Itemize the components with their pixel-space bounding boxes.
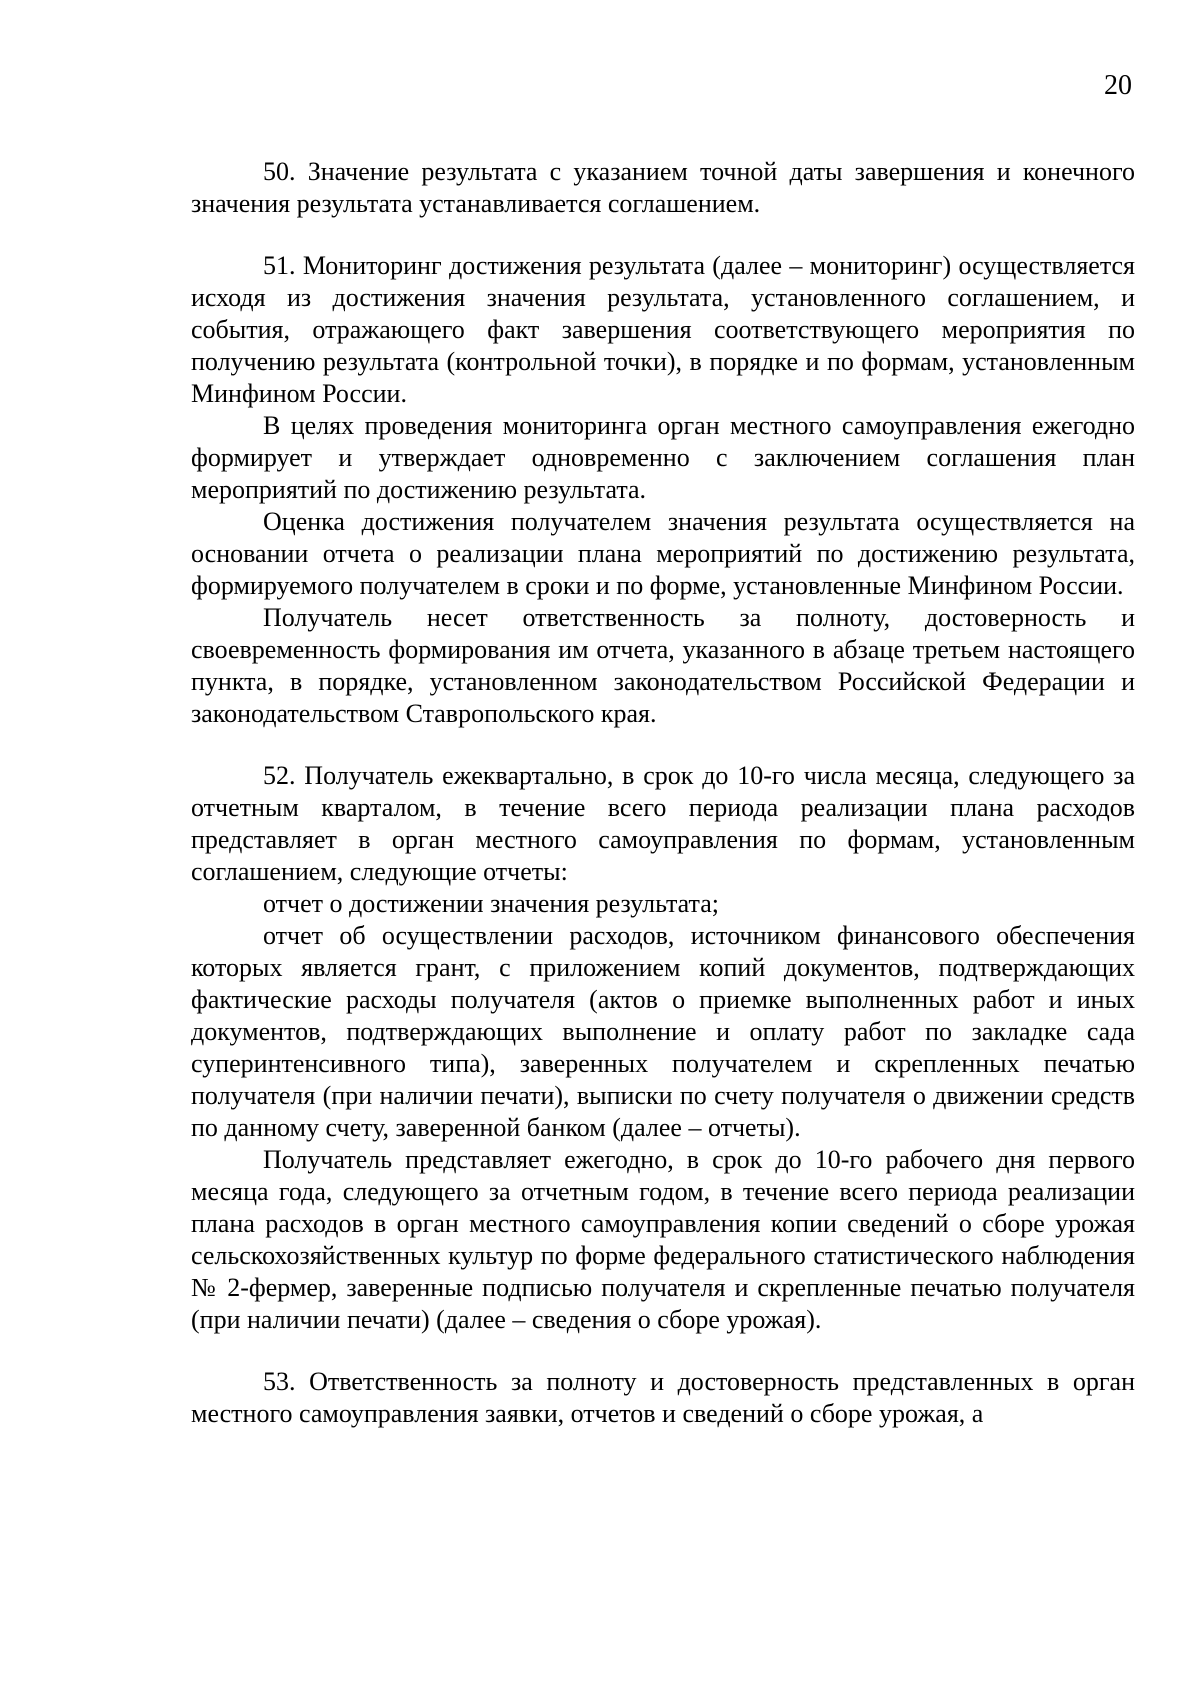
paragraph-52: 52. Получатель ежеквартально, в срок до 10-го числа месяца, следующего за отчетным кварталом, в течение всего периода реализации плана расходов представляет в орган местного самоуправления по формам, установленным соглашением, следующие отчеты: <box>191 761 1135 886</box>
paragraph-50: 50. Значение результата с указанием точной даты завершения и конечного значения результата устанавливается соглашением. <box>191 157 1135 218</box>
paragraph-52-harvest-info: Получатель представляет ежегодно, в срок до 10-го рабочего дня первого месяца года, следующего за отчетным годом, в течение всего периода реализации плана расходов в орган местного самоуправления копии сведений о сборе урожая сельскохозяйственных культур по форме федерального статистического наблюдения № 2-фермер, заверенные подписью получателя и скрепленные печатью получателя (при наличии печати) (далее – сведения о сборе урожая). <box>191 1145 1135 1334</box>
document-body <box>191 156 1135 1430</box>
paragraph-51: 51. Мониторинг достижения результата (далее – мониторинг) осуществляется исходя из достижения значения результата, установленного соглашением, и события, отражающего факт завершения соответствующего мероприятия по получению результата (контрольной точки), в порядке и по формам, установленным Минфином России. <box>191 251 1135 408</box>
paragraph-51-evaluation: Оценка достижения получателем значения результата осуществляется на основании отчета о реализации плана мероприятий по достижению результата, формируемого получателем в сроки и по форме, установленные Минфином России. <box>191 507 1135 600</box>
paragraph-52-result-report: отчет о достижении значения результата; <box>263 889 719 918</box>
paragraph-51-monitoring-plan: В целях проведения мониторинга орган местного самоуправления ежегодно формирует и утверждает одновременно с заключением соглашения план мероприятий по достижению результата. <box>191 411 1135 504</box>
paragraph-53: 53. Ответственность за полноту и достоверность представленных в орган местного самоуправления заявки, отчетов и сведений о сборе урожая, а <box>191 1367 1135 1428</box>
paragraph-52-expense-report: отчет об осуществлении расходов, источником финансового обеспечения которых является грант, с приложением копий документов, подтверждающих фактические расходы получателя (актов о приемке выполненных работ и иных документов, подтверждающих выполнение и оплату работ по закладке сада суперинтенсивного типа), заверенных получателем и скрепленных печатью получателя (при наличии печати), выписки по счету получателя о движении средств по данному счету, заверенной банком (далее – отчеты). <box>191 921 1135 1142</box>
page-number: 20 <box>1104 70 1132 101</box>
paragraph-51-responsibility: Получатель несет ответственность за полноту, достоверность и своевременность формирования им отчета, указанного в абзаце третьем настоящего пункта, в порядке, установленном законодательством Российской Федерации и законодательством Ставропольского края. <box>191 603 1135 728</box>
